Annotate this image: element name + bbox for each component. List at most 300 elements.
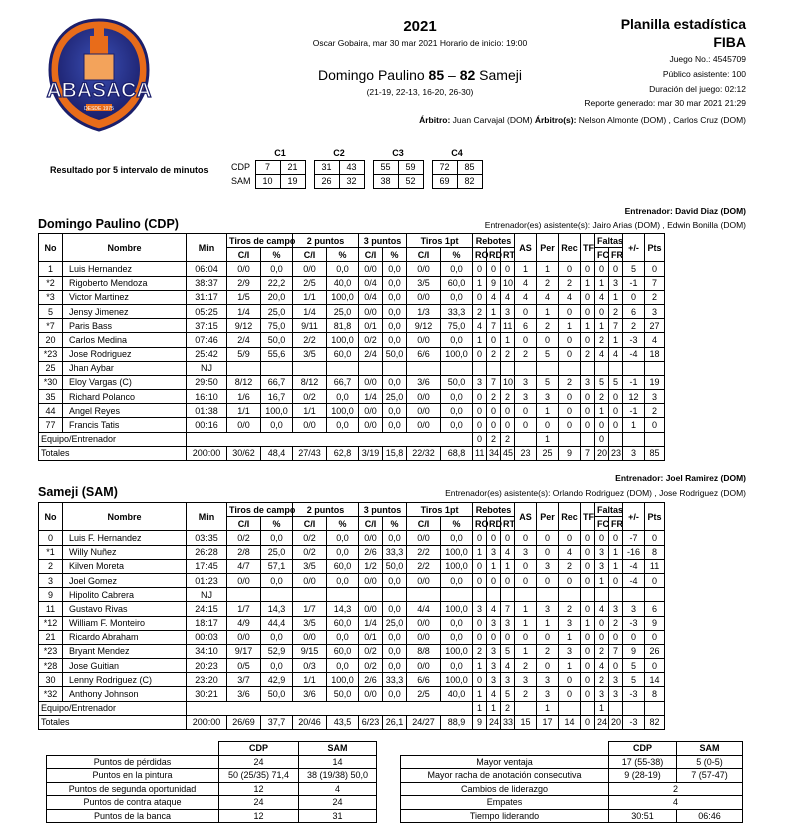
stat-cell: 0/0 xyxy=(359,531,383,545)
stat-cell: 0 xyxy=(609,630,623,644)
stat-cell: 3/5 xyxy=(293,559,327,573)
stat-cell: 40,0 xyxy=(441,687,473,701)
player-number: 2 xyxy=(39,559,63,573)
stat-cell: 60,0 xyxy=(327,644,359,658)
stat-cell: 60,0 xyxy=(327,559,359,573)
stat-cell: 0 xyxy=(487,404,501,418)
stat-cell: 0/0 xyxy=(407,333,441,347)
player-name: Victor Martinez xyxy=(63,290,187,304)
stat-cell: -1 xyxy=(623,276,645,290)
stat-cell: 2 xyxy=(501,390,515,404)
stat-cell: 0,0 xyxy=(261,659,293,673)
stat-cell: 0 xyxy=(515,404,537,418)
stat-cell: 0 xyxy=(559,531,581,545)
player-row xyxy=(39,262,665,276)
player-number: 11 xyxy=(39,602,63,616)
player-number: *2 xyxy=(39,276,63,290)
stat-cell: 4 xyxy=(559,290,581,304)
stat-cell: 9 xyxy=(645,616,665,630)
stat-cell: 1 xyxy=(559,659,581,673)
stat-cell: 0/1 xyxy=(359,630,383,644)
stat-cell xyxy=(227,361,261,375)
stat-cell: 2/5 xyxy=(293,276,327,290)
player-row xyxy=(39,418,665,432)
player-name: Richard Polanco xyxy=(63,390,187,404)
player-name: Anthony Johnson xyxy=(63,687,187,701)
stat-cell: 0 xyxy=(595,304,609,318)
team-coach-row: Equipo/Entrenador 0 2 2 1 0 xyxy=(39,432,665,446)
stat-cell: 3 xyxy=(645,304,665,318)
player-name: Francis Tatis xyxy=(63,418,187,432)
player-row xyxy=(39,531,665,545)
stat-cell: 38:37 xyxy=(187,276,227,290)
stat-cell: 5 xyxy=(537,375,559,389)
stat-cell: 0,0 xyxy=(327,418,359,432)
stat-cell: 3 xyxy=(501,304,515,318)
stat-cell: 2 xyxy=(581,347,595,361)
stat-cell: 30:21 xyxy=(187,687,227,701)
stat-cell: 0,0 xyxy=(327,262,359,276)
stat-cell: 0/0 xyxy=(407,262,441,276)
summary-row: Mayor racha de anotación consecutiva 9 (28-19) 7 (57-47) xyxy=(401,769,743,783)
stat-cell: 0,0 xyxy=(383,333,407,347)
stat-cell: 0,0 xyxy=(441,616,473,630)
stat-cell: 0 xyxy=(559,687,581,701)
stat-cell: 2/6 xyxy=(359,673,383,687)
stat-cell: 0/0 xyxy=(407,659,441,673)
stat-cell: 1 xyxy=(581,616,595,630)
stat-cell: 0 xyxy=(501,573,515,587)
player-number: 3 xyxy=(39,573,63,587)
stat-cell: 100,0 xyxy=(327,404,359,418)
stat-cell xyxy=(383,361,407,375)
stat-cell: 0 xyxy=(581,304,595,318)
stat-cell: 0,0 xyxy=(327,630,359,644)
player-row xyxy=(39,404,665,418)
player-name: Eloy Vargas (C) xyxy=(63,375,187,389)
stat-cell: 27 xyxy=(645,319,665,333)
stat-cell: 0,0 xyxy=(261,573,293,587)
stat-cell: 55,6 xyxy=(261,347,293,361)
stat-cell: 2/4 xyxy=(227,333,261,347)
stat-cell: 4 xyxy=(609,347,623,361)
stat-cell: 4 xyxy=(487,602,501,616)
stat-cell: 0 xyxy=(501,262,515,276)
stat-cell: 7 xyxy=(501,602,515,616)
stat-cell: 34:10 xyxy=(187,644,227,658)
stat-cell: 3 xyxy=(537,559,559,573)
stat-cell: 3 xyxy=(487,616,501,630)
stat-cell: 0,0 xyxy=(383,687,407,701)
stat-cell: 0 xyxy=(487,531,501,545)
stat-cell: 0,0 xyxy=(383,630,407,644)
stat-cell: 01:38 xyxy=(187,404,227,418)
stat-cell: 0/0 xyxy=(359,687,383,701)
stat-cell: 1/4 xyxy=(293,304,327,318)
stat-cell: 0 xyxy=(559,418,581,432)
stat-cell: 25,0 xyxy=(327,304,359,318)
stat-cell: 4 xyxy=(473,319,487,333)
stat-cell: 0,0 xyxy=(327,659,359,673)
stat-cell: 1/4 xyxy=(359,390,383,404)
player-row xyxy=(39,630,665,644)
stat-cell: 0/0 xyxy=(293,573,327,587)
stat-cell: 50,0 xyxy=(441,375,473,389)
stat-cell: 2 xyxy=(559,276,581,290)
stat-cell: 0 xyxy=(537,531,559,545)
player-number: 30 xyxy=(39,673,63,687)
stat-cell: 0 xyxy=(645,659,665,673)
player-name: William F. Monteiro xyxy=(63,616,187,630)
team1-title: Domingo Paulino (CDP) xyxy=(38,217,179,231)
player-row xyxy=(39,659,665,673)
stat-cell: 0/0 xyxy=(359,573,383,587)
stat-cell: 4/7 xyxy=(227,559,261,573)
stat-cell: 33,3 xyxy=(441,304,473,318)
stat-cell: 6/6 xyxy=(407,673,441,687)
stat-cell: 1/5 xyxy=(227,290,261,304)
summary-row: Puntos de la banca 12 31 xyxy=(47,809,377,823)
player-number: *30 xyxy=(39,375,63,389)
stat-cell: 0 xyxy=(473,262,487,276)
stat-cell: 0/0 xyxy=(407,630,441,644)
stat-cell: 42,9 xyxy=(261,673,293,687)
stat-cell: 1 xyxy=(537,616,559,630)
stat-cell xyxy=(623,588,645,602)
stat-cell: 0 xyxy=(515,630,537,644)
stat-cell: 60,0 xyxy=(327,347,359,361)
player-name: Jose Rodriguez xyxy=(63,347,187,361)
player-number: 77 xyxy=(39,418,63,432)
stat-cell: 6/6 xyxy=(407,347,441,361)
stat-cell: 31:17 xyxy=(187,290,227,304)
player-number: 21 xyxy=(39,630,63,644)
stat-cell: 0/0 xyxy=(359,404,383,418)
stat-cell xyxy=(537,588,559,602)
stat-cell: -4 xyxy=(623,559,645,573)
stat-cell: 0 xyxy=(581,644,595,658)
stat-cell: 1 xyxy=(515,616,537,630)
stat-cell: 100,0 xyxy=(327,673,359,687)
stat-cell: 2 xyxy=(595,390,609,404)
stat-cell: 2 xyxy=(559,559,581,573)
stat-cell: 3 xyxy=(609,276,623,290)
stat-cell: 05:25 xyxy=(187,304,227,318)
stat-cell: 1/3 xyxy=(407,304,441,318)
stat-cell: 1 xyxy=(581,319,595,333)
venue-line: Oscar Gobaira, mar 30 mar 2021 Horario de inicio: 19:00 xyxy=(312,38,528,48)
stat-cell: 4 xyxy=(595,347,609,361)
stat-cell: 0,0 xyxy=(383,531,407,545)
stat-cell xyxy=(515,588,537,602)
stat-cell: 0 xyxy=(537,630,559,644)
stat-cell xyxy=(595,361,609,375)
stat-cell: 50,0 xyxy=(383,559,407,573)
stat-cell: 2 xyxy=(501,347,515,361)
stat-cell: 0/0 xyxy=(293,418,327,432)
stat-cell: 0 xyxy=(581,390,595,404)
stat-cell xyxy=(645,588,665,602)
stat-cell: 3 xyxy=(501,616,515,630)
stat-cell xyxy=(383,588,407,602)
stat-cell: 1/1 xyxy=(293,673,327,687)
stat-cell: 0 xyxy=(537,418,559,432)
stat-cell: 07:46 xyxy=(187,333,227,347)
stat-cell: 0/0 xyxy=(359,418,383,432)
report-year: 2021 xyxy=(403,18,437,35)
stat-cell: 0 xyxy=(595,418,609,432)
stat-cell: 25:42 xyxy=(187,347,227,361)
stat-cell: 9/12 xyxy=(407,319,441,333)
player-row xyxy=(39,573,665,587)
stat-cell: 5 xyxy=(595,375,609,389)
stat-cell: 1 xyxy=(473,545,487,559)
stat-cell: 0,0 xyxy=(383,644,407,658)
stat-cell: 0 xyxy=(581,418,595,432)
stat-cell: 0 xyxy=(537,659,559,673)
stat-cell: -16 xyxy=(623,545,645,559)
stat-cell: 1 xyxy=(595,404,609,418)
player-row xyxy=(39,644,665,658)
stat-cell: NJ xyxy=(187,588,227,602)
stat-cell: 50,0 xyxy=(261,333,293,347)
stat-cell: 3 xyxy=(515,390,537,404)
stat-cell xyxy=(359,361,383,375)
player-number: 20 xyxy=(39,333,63,347)
stat-cell xyxy=(559,588,581,602)
stat-cell: 0 xyxy=(623,290,645,304)
stat-cell: 4 xyxy=(537,290,559,304)
stat-cell: 0 xyxy=(559,262,581,276)
stat-cell: 0 xyxy=(581,602,595,616)
stat-cell: 0 xyxy=(515,418,537,432)
stat-cell xyxy=(501,361,515,375)
stat-cell: 2/9 xyxy=(227,276,261,290)
player-number: *3 xyxy=(39,290,63,304)
player-number: 9 xyxy=(39,588,63,602)
stat-cell: 25,0 xyxy=(383,390,407,404)
stat-cell: 50,0 xyxy=(261,687,293,701)
stat-cell: 19 xyxy=(645,375,665,389)
stat-cell: 0 xyxy=(645,262,665,276)
stat-cell: 16:10 xyxy=(187,390,227,404)
stat-cell: 1 xyxy=(623,418,645,432)
stat-cell: 2 xyxy=(487,390,501,404)
team2-table xyxy=(38,502,665,730)
stat-cell: 40,0 xyxy=(327,276,359,290)
stat-cell: 4 xyxy=(595,290,609,304)
stat-cell: 2 xyxy=(515,347,537,361)
stat-cell: 5 xyxy=(609,375,623,389)
stat-cell: 0 xyxy=(473,630,487,644)
intervals-row-sam: SAM 10 19 26 32 38 52 69 82 xyxy=(227,174,482,188)
stat-cell xyxy=(487,361,501,375)
stat-cell: 0 xyxy=(645,573,665,587)
stat-cell xyxy=(645,361,665,375)
summary-row: Tiempo liderando 30:51 06:46 xyxy=(401,809,743,823)
stat-cell: 1 xyxy=(595,276,609,290)
stat-cell: 0 xyxy=(515,531,537,545)
stat-cell xyxy=(537,361,559,375)
player-row xyxy=(39,347,665,361)
player-number: 5 xyxy=(39,304,63,318)
stat-cell: 5/9 xyxy=(227,347,261,361)
player-name: Carlos Medina xyxy=(63,333,187,347)
stat-cell: 50,0 xyxy=(327,687,359,701)
subheader-row: C/I % C/I % C/I % C/I % RO RD RT FC FR xyxy=(39,517,665,531)
stat-cell: 1 xyxy=(487,559,501,573)
stat-cell: 25,0 xyxy=(261,304,293,318)
stat-cell: 0 xyxy=(581,545,595,559)
stat-cell: -3 xyxy=(623,616,645,630)
player-name: Rigoberto Mendoza xyxy=(63,276,187,290)
stat-cell: 33,3 xyxy=(383,673,407,687)
player-name: Paris Bass xyxy=(63,319,187,333)
stat-cell: 0,0 xyxy=(441,390,473,404)
stat-cell xyxy=(515,361,537,375)
stat-cell: 2/2 xyxy=(293,333,327,347)
stat-cell: 7 xyxy=(609,644,623,658)
stat-cell: 5 xyxy=(623,673,645,687)
stat-cell: 7 xyxy=(487,319,501,333)
summary-row: Puntos de contra ataque 24 24 xyxy=(47,796,377,810)
intervals-table: C1 C2 C3 C4 CDP 7 21 31 43 55 59 72 85 SAM 10 19 26 32 38 52 69 82 xyxy=(227,146,483,189)
stat-cell: 0 xyxy=(581,559,595,573)
stat-cell: 1 xyxy=(581,276,595,290)
team2-coach: Entrenador: Joel Ramirez (DOM) xyxy=(615,473,746,483)
stat-cell: 1/2 xyxy=(359,559,383,573)
stat-cell: 2 xyxy=(559,602,581,616)
stat-cell: 00:16 xyxy=(187,418,227,432)
stat-cell: 9/11 xyxy=(293,319,327,333)
stat-cell: 4 xyxy=(487,290,501,304)
stat-cell: 8/12 xyxy=(293,375,327,389)
stat-cell: 0 xyxy=(473,290,487,304)
player-name: Lenny Rodriguez (C) xyxy=(63,673,187,687)
stat-cell: 0,0 xyxy=(383,262,407,276)
stat-cell: 0/0 xyxy=(227,262,261,276)
stat-cell: 3 xyxy=(609,687,623,701)
stat-cell xyxy=(261,588,293,602)
stat-cell: 0 xyxy=(609,418,623,432)
report-subtitle: FIBA xyxy=(713,34,746,50)
stat-cell: 0,0 xyxy=(261,531,293,545)
stat-cell: 1/7 xyxy=(293,602,327,616)
player-name: Luis F. Hernandez xyxy=(63,531,187,545)
home-team-name: Domingo Paulino xyxy=(318,67,425,83)
stat-cell: 1/1 xyxy=(293,290,327,304)
stat-cell: 52,9 xyxy=(261,644,293,658)
stat-cell: 3 xyxy=(595,545,609,559)
stat-cell: 3/6 xyxy=(227,687,261,701)
stat-cell: 0 xyxy=(581,333,595,347)
stat-cell: 0 xyxy=(515,573,537,587)
stat-cell: 0,0 xyxy=(383,418,407,432)
player-name: Jose Guitian xyxy=(63,659,187,673)
player-number: *1 xyxy=(39,545,63,559)
stat-cell: 0 xyxy=(515,304,537,318)
player-row xyxy=(39,333,665,347)
stat-cell: 0,0 xyxy=(441,404,473,418)
stat-cell: 0 xyxy=(473,390,487,404)
stat-cell xyxy=(609,588,623,602)
stat-cell xyxy=(473,361,487,375)
stat-cell: 0/2 xyxy=(293,545,327,559)
stat-cell: 66,7 xyxy=(261,375,293,389)
stat-cell: 0 xyxy=(501,418,515,432)
stat-cell: 0 xyxy=(645,418,665,432)
stat-cell: 0/0 xyxy=(359,602,383,616)
stat-cell xyxy=(623,361,645,375)
player-number: *23 xyxy=(39,644,63,658)
stat-cell: 0,0 xyxy=(441,659,473,673)
stat-cell: -3 xyxy=(623,333,645,347)
stat-cell: 1/1 xyxy=(293,404,327,418)
stat-cell: 100,0 xyxy=(327,290,359,304)
stat-cell: 0 xyxy=(537,545,559,559)
stat-cell: 0 xyxy=(581,659,595,673)
stat-cell: 0 xyxy=(487,333,501,347)
stat-cell: 0 xyxy=(473,347,487,361)
stat-cell: 1 xyxy=(473,276,487,290)
player-row xyxy=(39,390,665,404)
stat-cell: -3 xyxy=(623,687,645,701)
stat-cell: 1 xyxy=(473,333,487,347)
stat-cell: 0,0 xyxy=(383,573,407,587)
stat-cell: 0 xyxy=(581,531,595,545)
stat-cell: 0 xyxy=(623,630,645,644)
stat-cell: NJ xyxy=(187,361,227,375)
stat-cell: 3 xyxy=(559,644,581,658)
stat-cell: 4/9 xyxy=(227,616,261,630)
stat-cell xyxy=(441,361,473,375)
stat-cell: 100,0 xyxy=(441,644,473,658)
stat-cell: 2/2 xyxy=(407,559,441,573)
stat-cell: 0 xyxy=(487,630,501,644)
stat-cell: 0 xyxy=(559,673,581,687)
stat-cell: 0,0 xyxy=(383,319,407,333)
stat-cell: 0 xyxy=(473,404,487,418)
stat-cell: 25,0 xyxy=(383,616,407,630)
stat-cell: 2 xyxy=(609,616,623,630)
stat-cell: 0/0 xyxy=(293,630,327,644)
abasaca-logo xyxy=(40,14,158,134)
stat-cell: 0/0 xyxy=(359,262,383,276)
stat-cell: 9/17 xyxy=(227,644,261,658)
stat-cell: -4 xyxy=(623,347,645,361)
stat-cell: 2 xyxy=(595,644,609,658)
stat-cell: 2/2 xyxy=(407,545,441,559)
home-score: 85 xyxy=(428,67,445,83)
subheader-row: C/I % C/I % C/I % C/I % RO RD RT FC FR xyxy=(39,248,665,262)
stat-cell: 0,0 xyxy=(383,375,407,389)
stat-cell: 2 xyxy=(559,375,581,389)
stat-cell: -7 xyxy=(623,531,645,545)
stat-cell xyxy=(559,361,581,375)
stat-cell: 14,3 xyxy=(261,602,293,616)
stat-cell: 0 xyxy=(473,418,487,432)
stat-cell: 0/1 xyxy=(359,319,383,333)
stat-cell: 3 xyxy=(537,602,559,616)
stat-cell: 3 xyxy=(537,687,559,701)
stat-cell: 1/4 xyxy=(359,616,383,630)
stat-cell xyxy=(595,588,609,602)
player-row xyxy=(39,588,665,602)
stat-cell: 0/0 xyxy=(227,418,261,432)
away-score: 82 xyxy=(459,67,476,83)
stat-cell: 0/2 xyxy=(359,333,383,347)
stat-cell: 2 xyxy=(537,644,559,658)
